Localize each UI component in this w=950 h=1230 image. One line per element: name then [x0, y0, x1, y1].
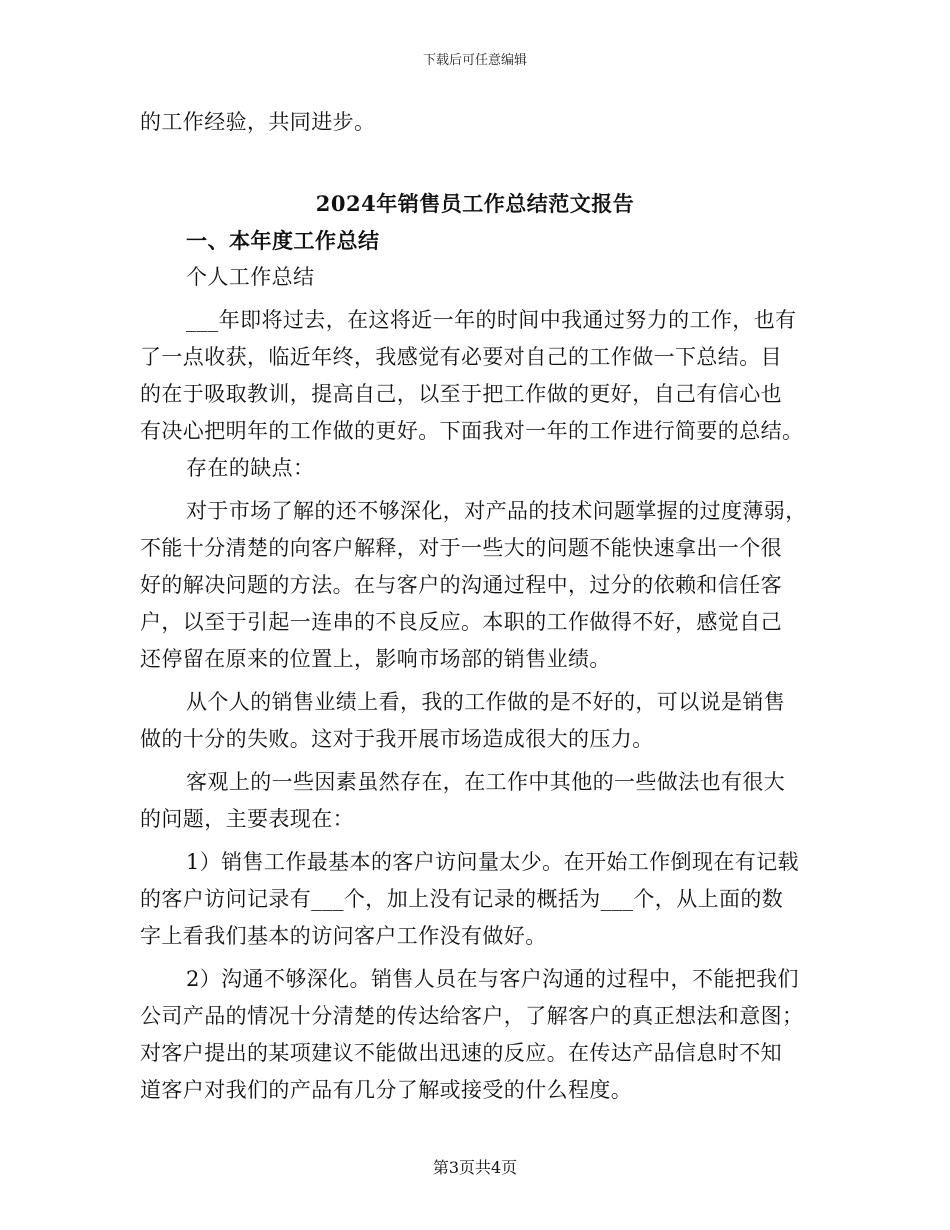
document-title: 2024年销售员工作总结范文报告: [315, 191, 635, 216]
paragraph-line: 1）销售工作最基本的客户访问量太少。在开始工作倒现在有记载: [186, 850, 799, 874]
paragraph-line: 的在于吸取教训，提高自己，以至于把工作做的更好，自己有信心也: [140, 382, 782, 406]
page-number: 第3页共4页: [432, 1158, 518, 1177]
paragraph-point-2: [140, 961, 810, 1109]
paragraph-line: 从个人的销售业绩上看，我的工作做的是不好的，可以说是销售: [186, 690, 786, 714]
subheading-personal-summary: 个人工作总结: [186, 265, 315, 289]
paragraph-line: 的问题，主要表现在：: [140, 807, 354, 831]
document-body: [140, 104, 810, 1109]
paragraph-line: 还停留在原来的位置上，影响市场部的销售业绩。: [140, 647, 611, 671]
paragraph-line: 做的十分的失败。这对于我开展市场造成很大的压力。: [140, 727, 654, 751]
paragraph-line: ___年即将过去，在这将近一年的时间中我通过努力的工作，也有: [186, 308, 797, 332]
paragraph-line: 对于市场了解的还不够深化，对产品的技术问题掌握的过度薄弱，: [186, 499, 807, 523]
paragraph-objective: [140, 764, 810, 838]
subheading-shortcomings: 存在的缺点：: [186, 456, 315, 480]
paragraph-line: 字上看我们基本的访问客户工作没有做好。: [140, 924, 547, 948]
paragraph-line: 对客户提出的某项建议不能做出迅速的反应。在传达产品信息时不知: [140, 1041, 782, 1065]
paragraph-line: 的客户访问记录有___个，加上没有记录的概括为___个，从上面的数: [140, 887, 784, 911]
paragraph-market: [140, 493, 810, 678]
section-heading: 一、本年度工作总结: [186, 228, 380, 253]
paragraph-line: 了一点收获，临近年终，我感觉有必要对自己的工作做一下总结。目: [140, 345, 782, 369]
paragraph-line: 道客户对我们的产品有几分了解或接受的什么程度。: [140, 1078, 633, 1102]
paragraph-line: 客观上的一些因素虽然存在，在工作中其他的一些做法也有很大: [186, 770, 786, 794]
paragraph-line: 不能十分清楚的向客户解释，对于一些大的问题不能快速拿出一个很: [140, 536, 782, 560]
paragraph-line: 2）沟通不够深化。销售人员在与客户沟通的过程中，不能把我们: [186, 967, 799, 991]
paragraph-line: 公司产品的情况十分清楚的传达给客户，了解客户的真正想法和意图；: [140, 1004, 804, 1028]
page-header-note: 下载后可任意编辑: [422, 53, 527, 68]
continuation-line: 的工作经验，共同进步。: [140, 110, 376, 134]
paragraph-point-1: [140, 844, 810, 955]
paragraph-performance: [140, 684, 810, 758]
paragraph-line: 有决心把明年的工作做的更好。下面我对一年的工作进行简要的总结。: [140, 419, 804, 443]
paragraph-line: 好的解决问题的方法。在与客户的沟通过程中，过分的依赖和信任客: [140, 573, 782, 597]
paragraph-line: 户，以至于引起一连串的不良反应。本职的工作做得不好，感觉自己: [140, 610, 782, 634]
paragraph-intro: [140, 302, 810, 450]
